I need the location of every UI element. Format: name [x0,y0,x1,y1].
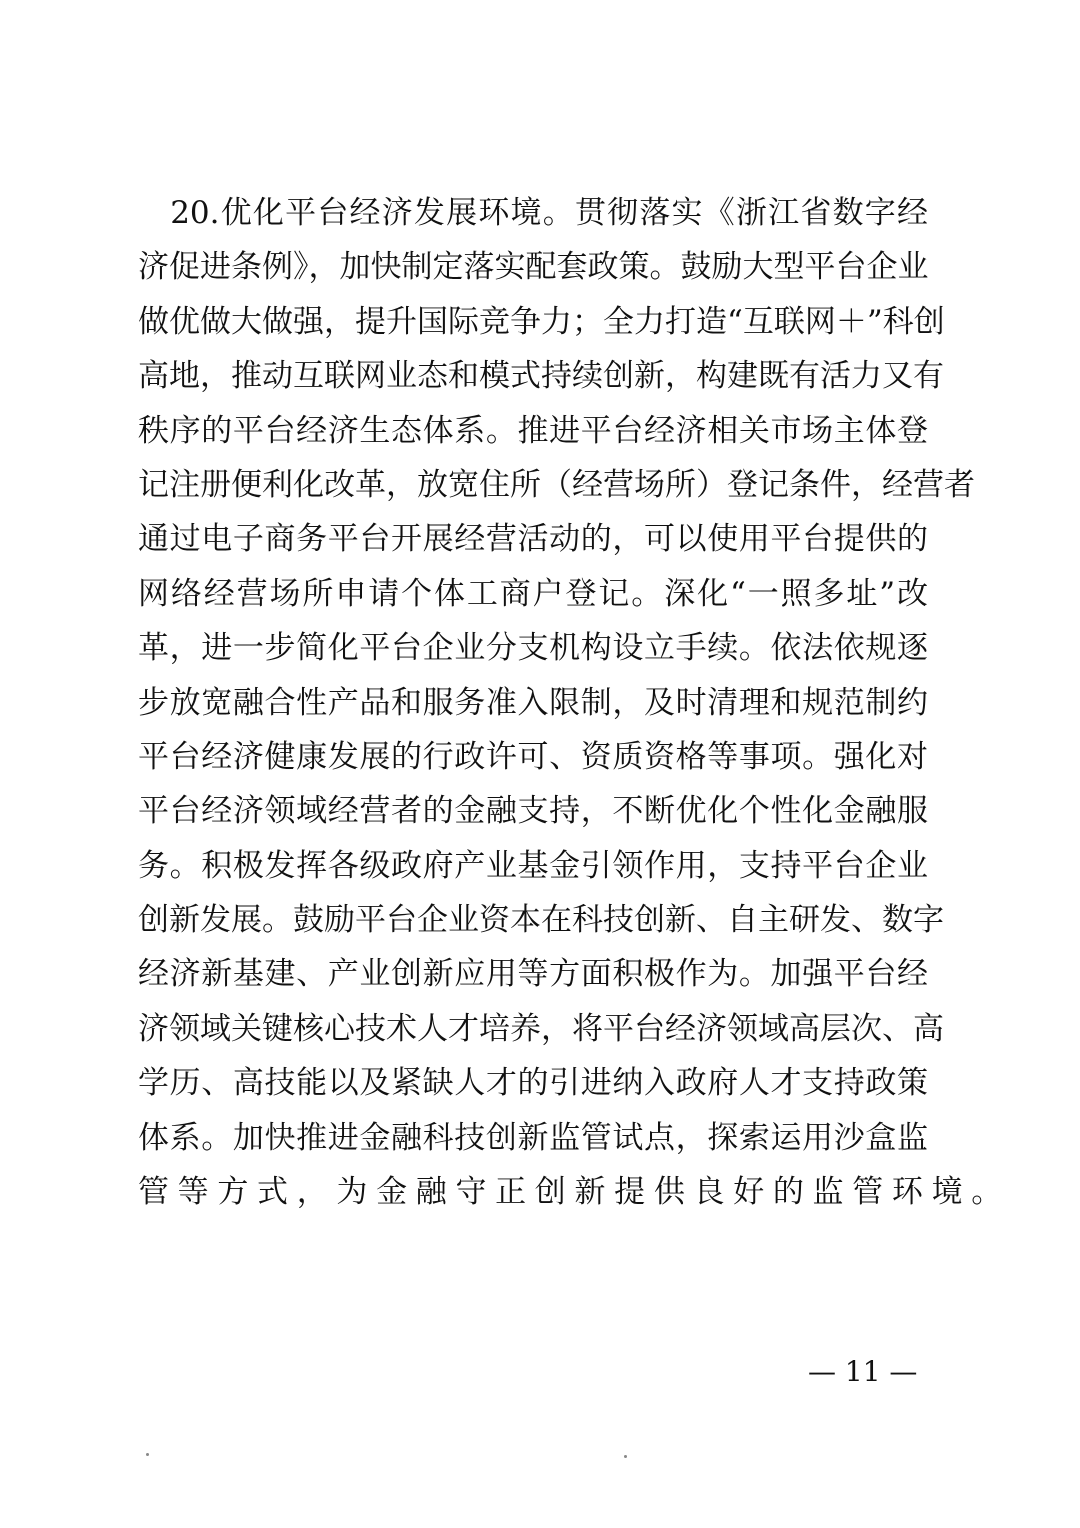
page-number: — 11 — [808,1355,918,1388]
scan-speck [624,1455,627,1458]
paragraph-line: 体系。加快推进金融科技创新监管试点，探索运用沙盒监 [138,1119,928,1156]
scan-speck [146,1453,149,1456]
paragraph-line: 秩序的平台经济生态体系。推进平台经济相关市场主体登 [138,412,928,449]
paragraph-line: 步放宽融合性产品和服务准入限制，及时清理和规范制约 [138,684,928,721]
body-paragraph [138,186,1011,1219]
paragraph-line: 做优做大做强，提升国际竞争力；全力打造“互联网＋”科创 [138,303,945,340]
paragraph-line: 济领域关键核心技术人才培养，将平台经济领域高层次、高 [138,1010,944,1047]
paragraph-line: 高地，推动互联网业态和模式持续创新，构建既有活力又有 [138,358,944,395]
paragraph-line: 务。积极发挥各级政府产业基金引领作用，支持平台企业 [138,847,928,884]
paragraph-line: 学历、高技能以及紧缺人才的引进纳入政府人才支持政策 [138,1065,928,1102]
paragraph-line: 20.优化平台经济发展环境。贯彻落实《浙江省数字经 [138,195,928,231]
paragraph-line: 创新发展。鼓励平台企业资本在科技创新、自主研发、数字 [138,902,944,939]
paragraph-line: 记注册便利化改革，放宽住所（经营场所）登记条件，经营者 [138,466,975,503]
paragraph-line: 管等方式，为金融守正创新提供良好的监管环境。 [138,1174,1011,1211]
paragraph-line: 平台经济健康发展的行政许可、资质资格等事项。强化对 [138,738,928,775]
paragraph-line: 平台经济领域经营者的金融支持，不断优化个性化金融服 [138,793,928,830]
paragraph-line: 经济新基建、产业创新应用等方面积极作为。加强平台经 [138,956,928,993]
paragraph-line: 济促进条例》，加快制定落实配套政策。鼓励大型平台企业 [138,249,929,286]
paragraph-line: 通过电子商务平台开展经营活动的，可以使用平台提供的 [138,521,928,558]
paragraph-line: 网络经营场所申请个体工商户登记。深化“一照多址”改 [138,575,928,612]
paragraph-line: 革，进一步简化平台企业分支机构设立手续。依法依规逐 [138,630,928,667]
